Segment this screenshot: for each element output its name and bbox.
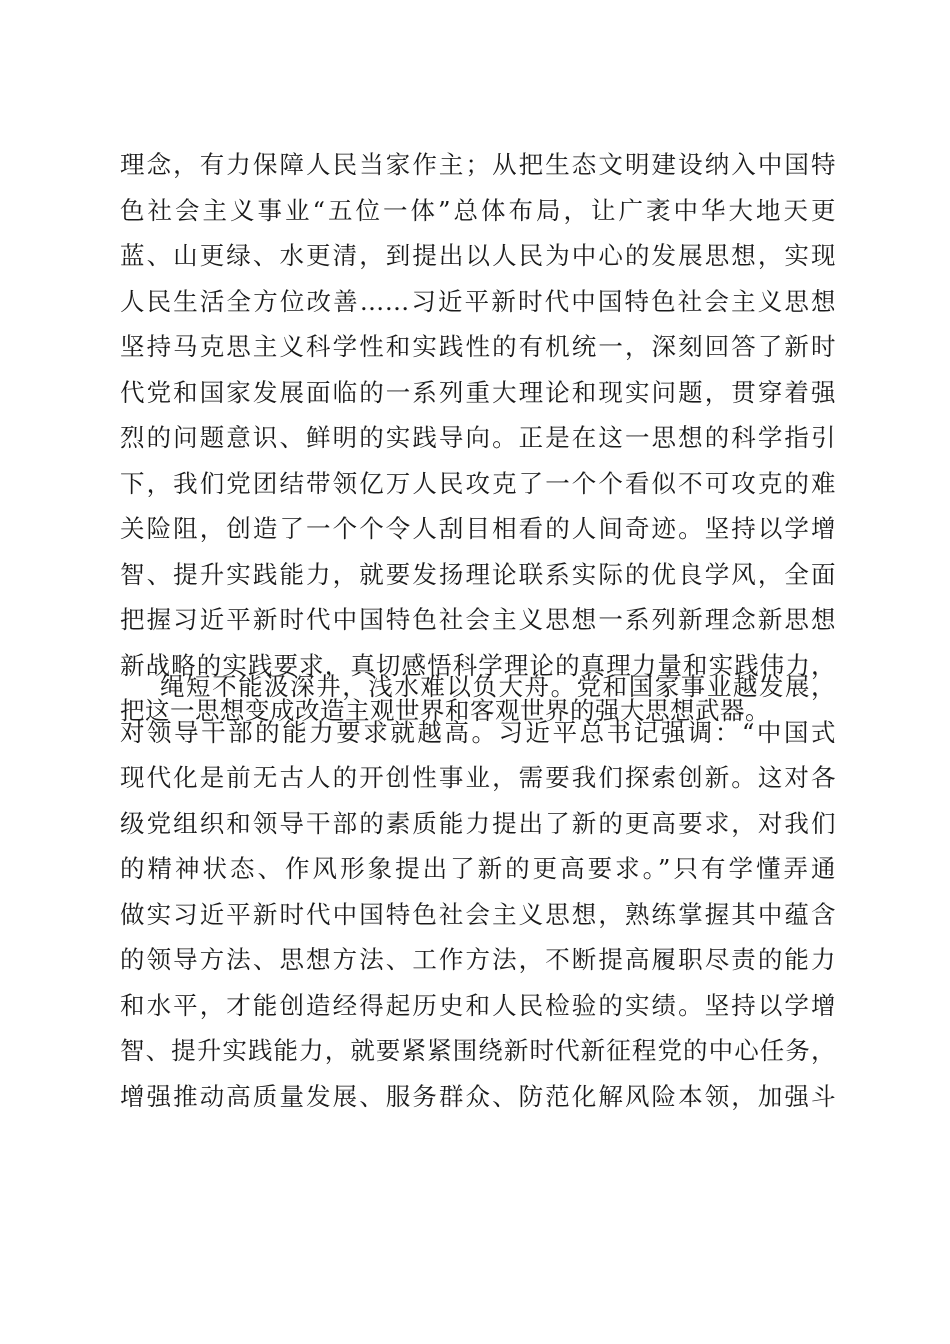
text-line: 烈的问题意识、鲜明的实践导向。正是在这一思想的科学指引 — [120, 423, 836, 452]
text-line: 和水平，才能创造经得起历史和人民检验的实绩。坚持以学增 — [120, 990, 836, 1020]
text-line: 智、提升实践能力，就要发扬理论联系实际的优良学风，全面 — [120, 559, 836, 589]
text-line: 增强推动高质量发展、服务群众、防范化解风险本领，加强斗 — [120, 1081, 836, 1111]
text-line: 关险阻，创造了一个个令人刮目相看的人间奇迹。坚持以学增 — [120, 514, 836, 543]
text-line: 做实习近平新时代中国特色社会主义思想，熟练掌握其中蕴含 — [120, 899, 836, 929]
text-line: 新战略的实践要求，真切感悟科学理论的真理力量和实践伟力， — [120, 650, 836, 680]
text-line: 的领导方法、思想方法、工作方法，不断提高履职尽责的能力 — [120, 945, 836, 974]
text-line: 的精神状态、作风形象提出了新的更高要求。”只有学懂弄通 — [120, 854, 836, 883]
text-line: 坚持马克思主义科学性和实践性的有机统一，深刻回答了新时 — [120, 332, 836, 361]
text-line: 人民生活全方位改善……习近平新时代中国特色社会主义思想 — [120, 286, 836, 316]
text-line: 对领导干部的能力要求就越高。习近平总书记强调：“中国式 — [120, 717, 836, 747]
text-line: 代党和国家发展面临的一系列重大理论和现实问题，贯穿着强 — [120, 377, 836, 407]
text-line: 理念，有力保障人民当家作主；从把生态文明建设纳入中国特 — [120, 150, 836, 179]
text-line: 下，我们党团结带领亿万人民攻克了一个个看似不可攻克的难 — [120, 468, 836, 498]
paragraph-2 — [120, 664, 836, 1119]
text-line: 绳短不能汲深井，浅水难以负大舟。党和国家事业越发展， — [160, 672, 836, 701]
text-line: 色社会主义事业“五位一体”总体布局，让广袤中华大地天更 — [120, 195, 836, 225]
paragraph-1 — [120, 142, 836, 734]
text-line: 把握习近平新时代中国特色社会主义思想一系列新理念新思想 — [120, 605, 836, 634]
text-line: 蓝、山更绿、水更清，到提出以人民为中心的发展思想，实现 — [120, 241, 836, 270]
text-line: 现代化是前无古人的开创性事业，需要我们探索创新。这对各 — [120, 763, 836, 792]
text-line: 级党组织和领导干部的素质能力提出了新的更高要求，对我们 — [120, 808, 836, 838]
text-line: 把这一思想变成改造主观世界和客观世界的强大思想武器。 — [120, 696, 770, 725]
text-line: 智、提升实践能力，就要紧紧围绕新时代新征程党的中心任务， — [120, 1036, 836, 1065]
